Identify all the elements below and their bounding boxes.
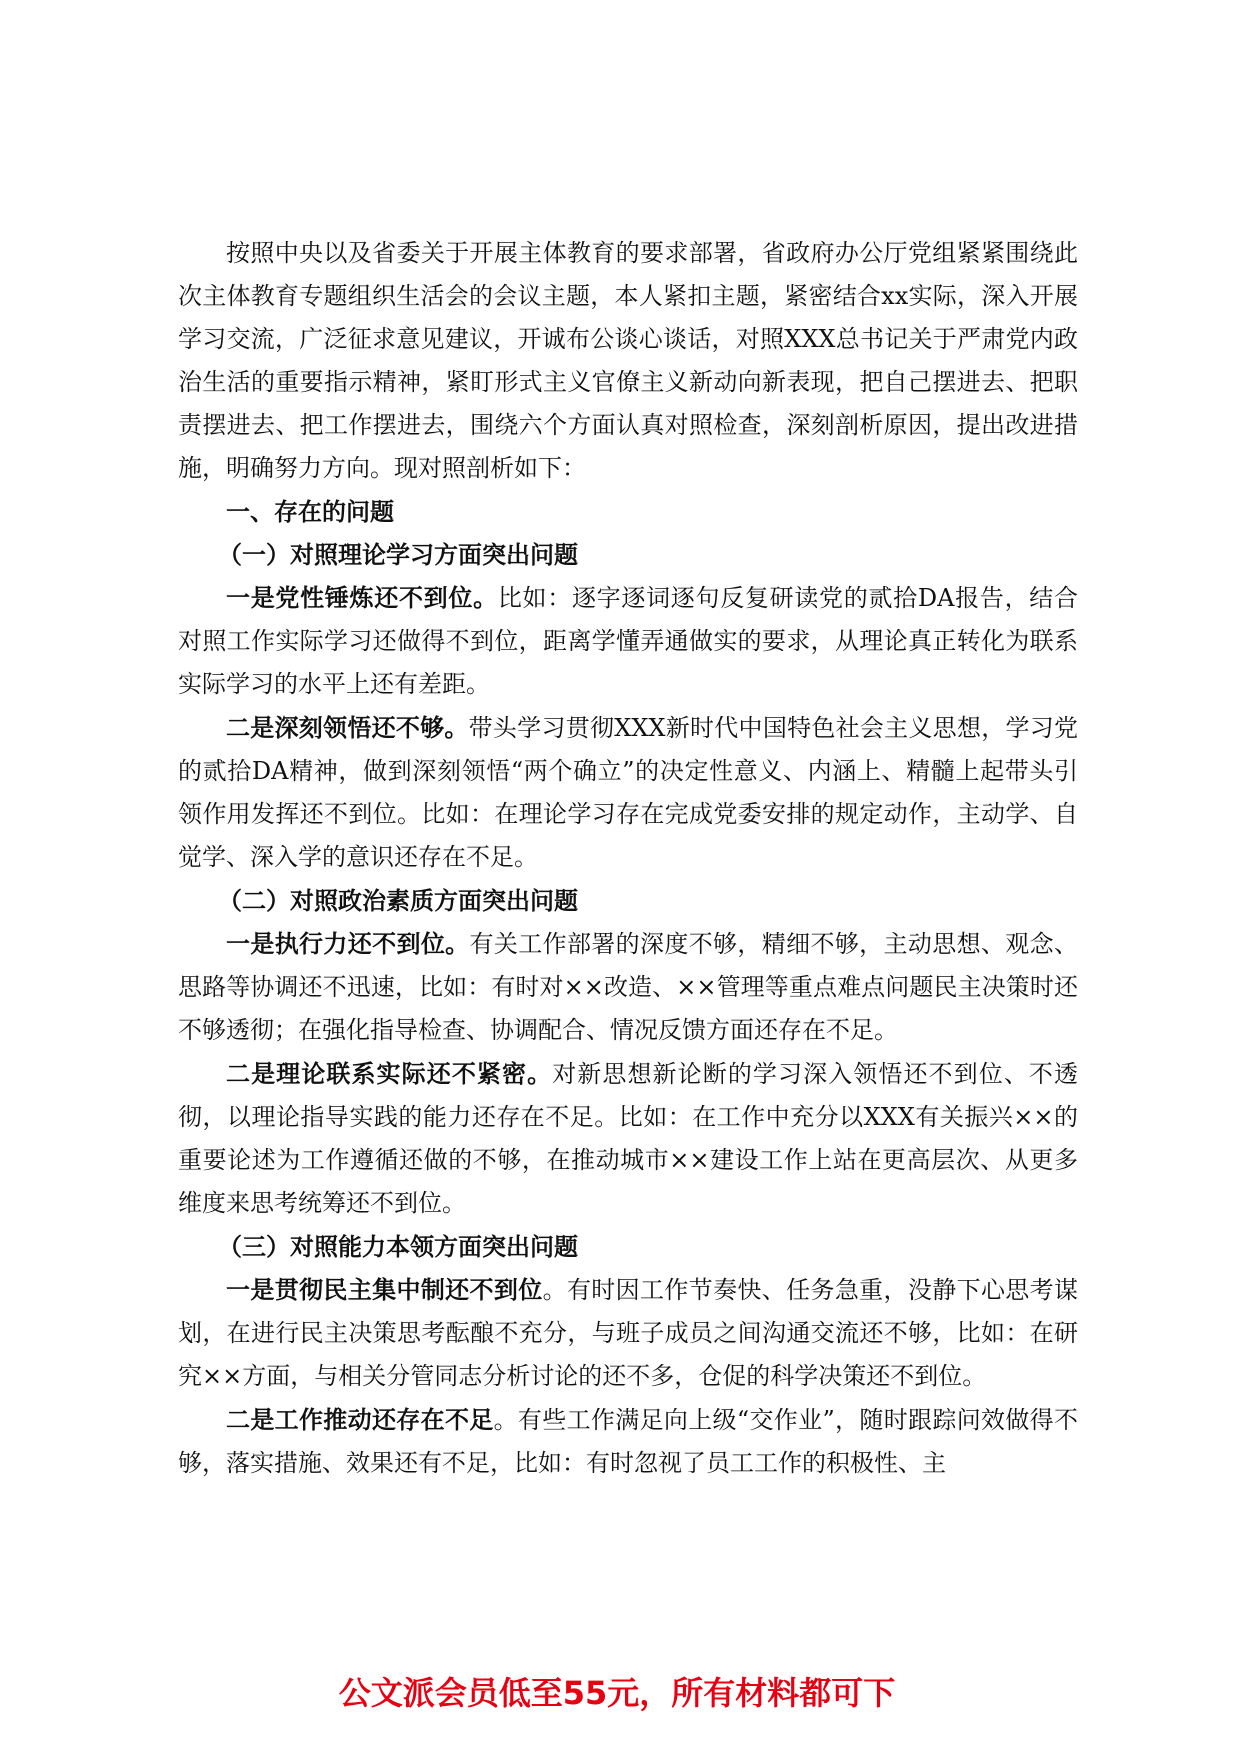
item-text: 带头学习贯彻XXX新时代中国特色社会主义思想，学习党的贰拾DA精神，做到深刻领悟“两个确立”的决定性意义、内涵上、精髓上起带头引领作用发挥还不到位。比如：在理论学习存在完成党委安排的规定动作，主动学、自觉学、深入学的意识还存在不足。 (178, 714, 1079, 871)
politics-item-1 (178, 922, 1078, 1052)
document-body (178, 232, 1078, 1485)
ability-item-2 (178, 1398, 1078, 1485)
promo-banner: 公文派会员低至55元，所有材料都可下 (338, 1674, 896, 1712)
item-text: 。有些工作满足向上级“交作业”，随时跟踪问效做得不够，落实措施、效果还有不足，比如：有时忽视了员工工作的积极性、主 (178, 1406, 1079, 1477)
theory-item-1 (178, 576, 1078, 706)
item-lead: 二是理论联系实际还不紧密。 (226, 1059, 553, 1088)
item-lead: 一是执行力还不到位。 (226, 929, 470, 958)
ability-item-1 (178, 1268, 1078, 1398)
intro-paragraph: 按照中央以及省委关于开展主体教育的要求部署，省政府办公厅党组紧紧围绕此次主体教育专题组织生活会的会议主题，本人紧扣主题，紧密结合xx实际，深入开展学习交流，广泛征求意见建议，开诚布公谈心谈话，对照XXX总书记关于严肃党内政治生活的重要指示精神，紧盯形式主义官僚主义新动向新表现，把自己摆进去、把职责摆进去、把工作摆进去，围绕六个方面认真对照检查，深刻剖析原因，提出改进措施，明确努力方向。现对照剖析如下： (178, 239, 1078, 482)
politics-item-2 (178, 1052, 1078, 1225)
item-lead: 二是深刻领悟还不够。 (226, 713, 469, 742)
item-lead: 一是党性锤炼还不到位。 (226, 583, 498, 612)
section-heading-problems: 一、存在的问题 (226, 497, 394, 526)
item-text: 有关工作部署的深度不够，精细不够，主动思想、观念、思路等协调还不迅速，比如：有时对××改造、××管理等重点难点问题民主决策时还不够透彻；在强化指导检查、协调配合、情况反馈方面还存在不足。 (178, 930, 1078, 1044)
subsection-heading-theory: （一）对照理论学习方面突出问题 (218, 540, 578, 569)
item-lead: 二是工作推动还存在不足 (226, 1405, 494, 1434)
subsection-heading-ability: （三）对照能力本领方面突出问题 (218, 1232, 578, 1261)
item-text: 对新思想新论断的学习深入领悟还不到位、不透彻，以理论指导实践的能力还存在不足。比如：在工作中充分以XXX有关振兴××的重要论述为工作遵循还做的不够，在推动城市××建设工作上站在更高层次、从更多维度来思考统筹还不到位。 (178, 1060, 1079, 1217)
item-lead: 一是贯彻民主集中制还不到位 (226, 1275, 543, 1304)
item-text: 比如：逐字逐词逐句反复研读党的贰拾DA报告，结合对照工作实际学习还做得不到位，距离学懂弄通做实的要求，从理论真正转化为联系实际学习的水平上还有差距。 (178, 584, 1078, 698)
item-text: 。有时因工作节奏快、任务急重，没静下心思考谋划，在进行民主决策思考酝酿不充分，与班子成员之间沟通交流还不够，比如：在研究××方面，与相关分管同志分析讨论的还不多，仓促的科学决策还不到位。 (178, 1276, 1079, 1390)
subsection-heading-politics: （二）对照政治素质方面突出问题 (218, 886, 578, 915)
theory-item-2 (178, 706, 1078, 879)
